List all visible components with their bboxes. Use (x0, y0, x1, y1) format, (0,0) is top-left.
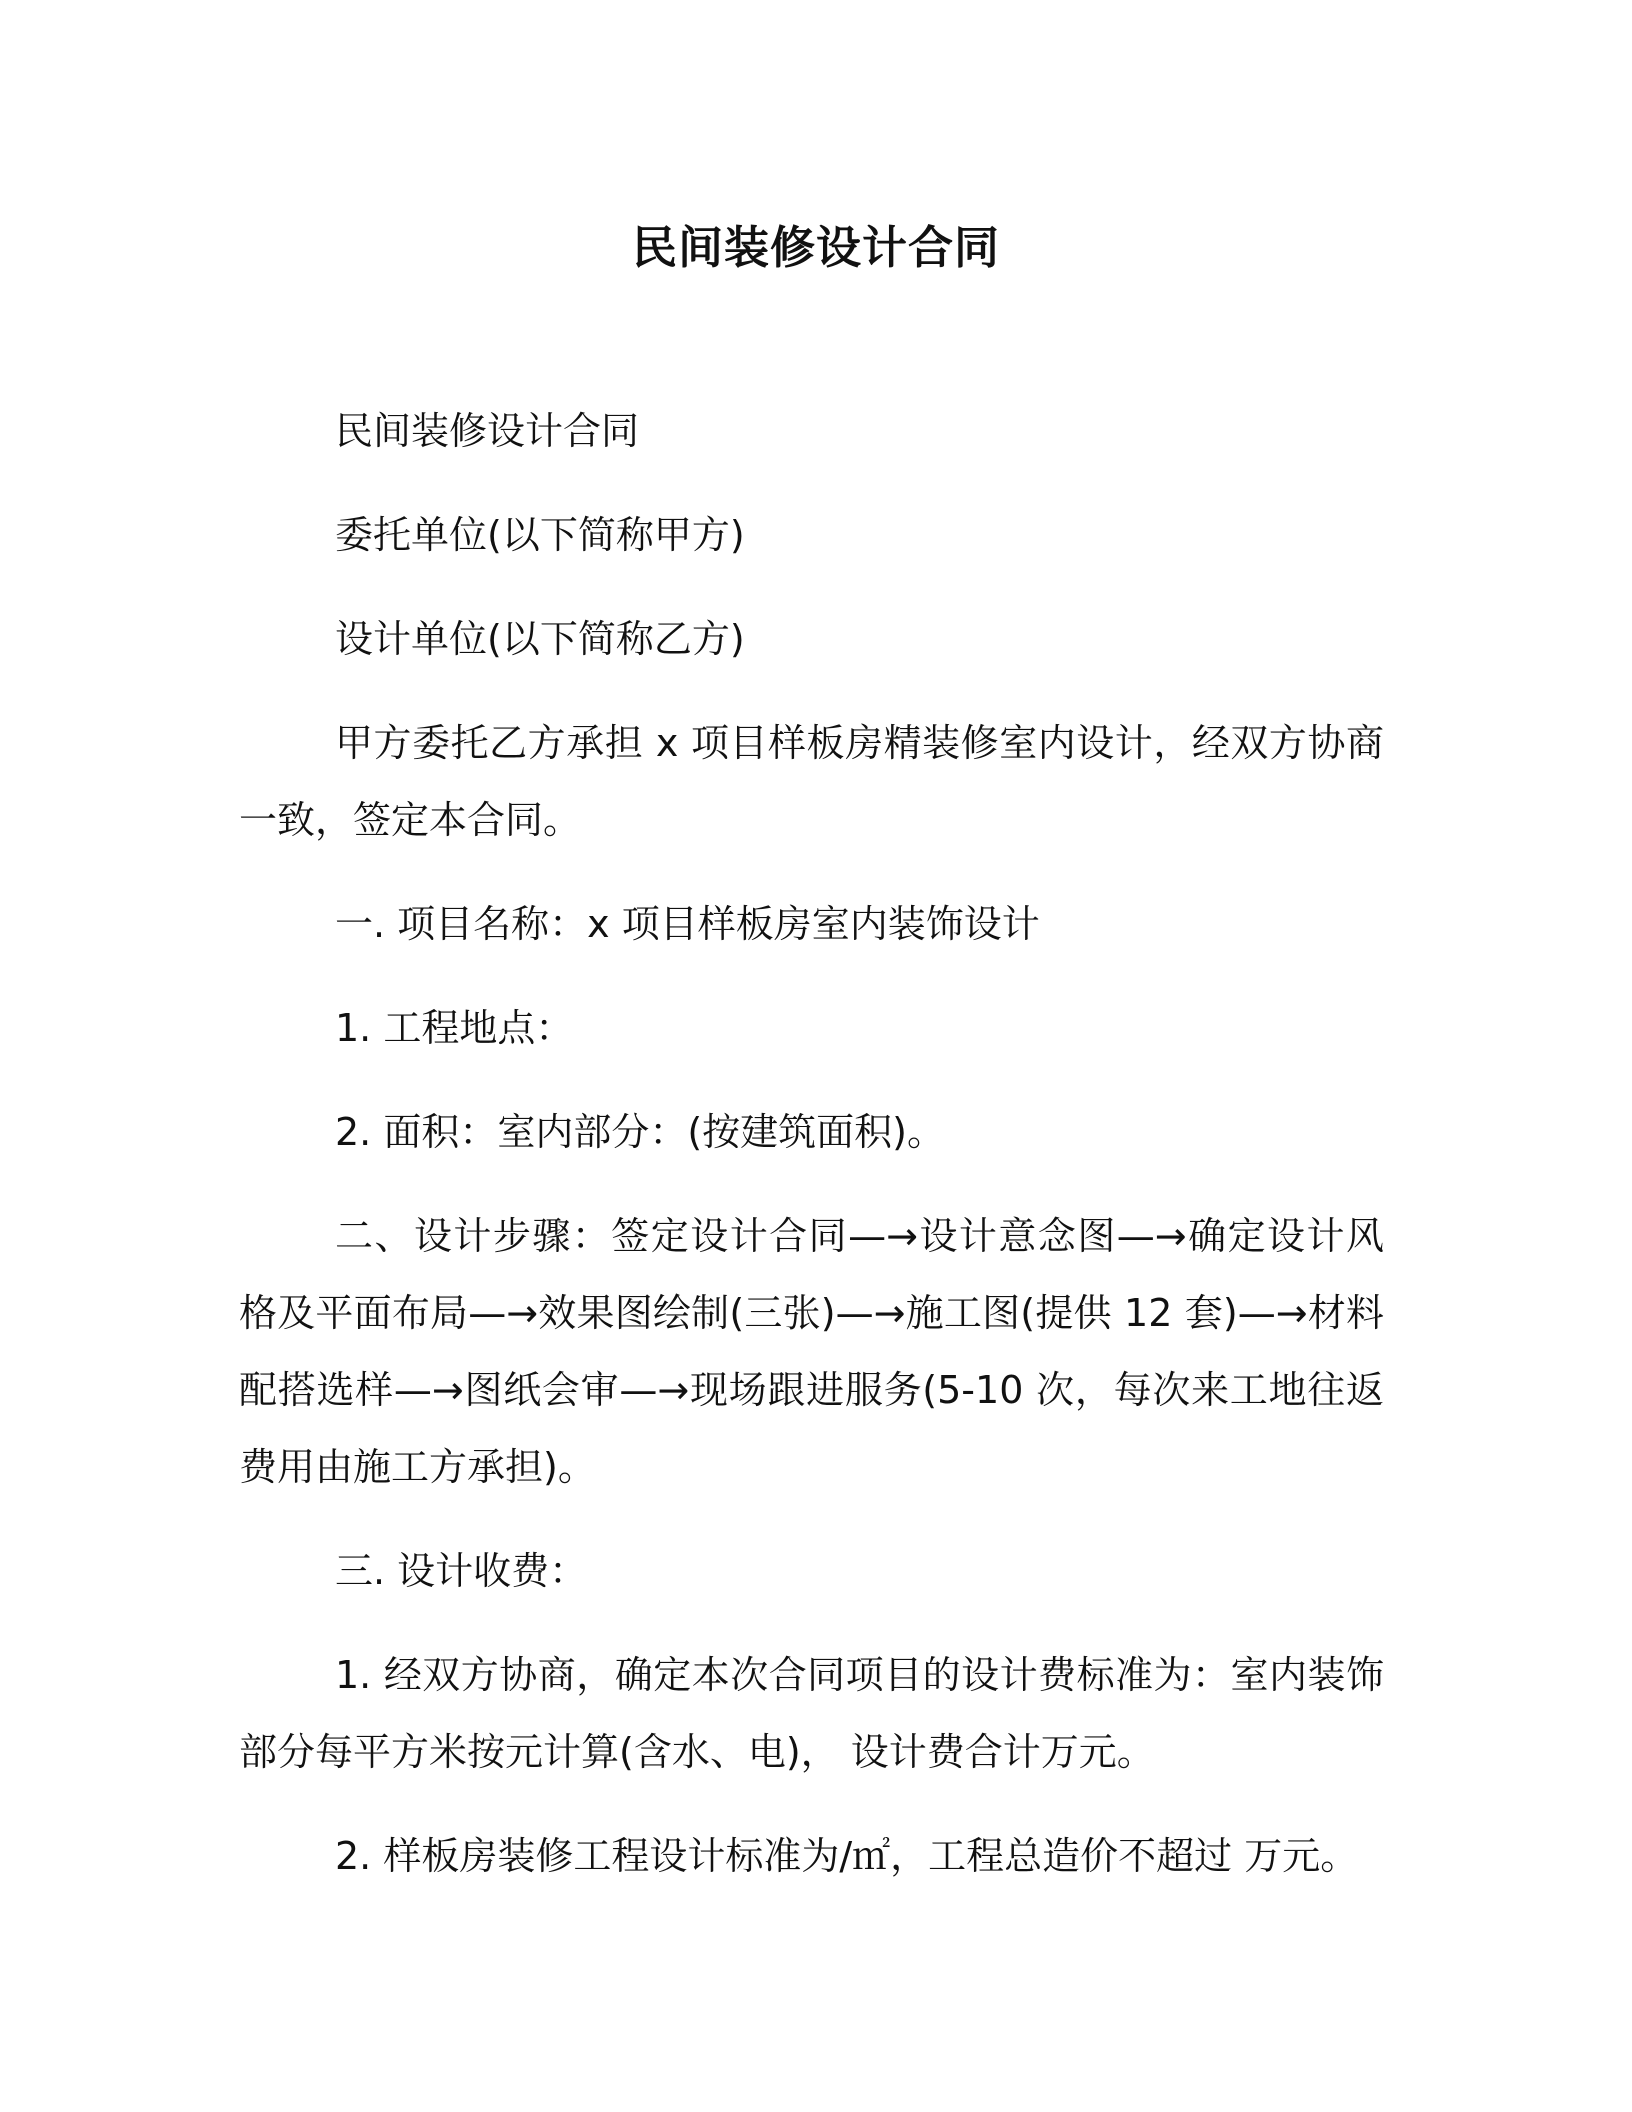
document-title: 民间装修设计合同 (631, 221, 1000, 274)
paragraph-design-fee-standard: 1. 经双方协商，确定本次合同项目的设计费标准为：室内装饰部分每平方米按元计算(含水、电)， 设计费合计万元。 (239, 1653, 1384, 1774)
paragraph-contract-name: 民间装修设计合同 (335, 409, 640, 453)
paragraph-design-party: 设计单位(以下简称乙方) (335, 617, 745, 661)
paragraph-client-party: 委托单位(以下简称甲方) (335, 513, 745, 557)
paragraph-project-area: 2. 面积：室内部分：(按建筑面积)。 (335, 1110, 945, 1154)
document-body (239, 393, 1384, 1922)
paragraph-design-cost-limit: 2. 样板房装修工程设计标准为/㎡，工程总造价不超过 万元。 (335, 1834, 1359, 1878)
paragraph-design-steps: 二、设计步骤：签定设计合同—→设计意念图—→确定设计风格及平面布局—→效果图绘制(三张)—→施工图(提供 12 套)—→材料配搭选样—→图纸会审—→现场跟进服务(5-10 次，每次来工地往返费用由施工方承担)。 (239, 1214, 1384, 1489)
paragraph-project-name: 一. 项目名称：x 项目样板房室内装饰设计 (335, 902, 1040, 946)
paragraph-project-location: 1. 工程地点： (335, 1006, 574, 1050)
paragraph-agreement-intro: 甲方委托乙方承担 x 项目样板房精装修室内设计，经双方协商一致，签定本合同。 (239, 721, 1384, 842)
paragraph-design-fee-heading: 三. 设计收费： (335, 1549, 588, 1593)
